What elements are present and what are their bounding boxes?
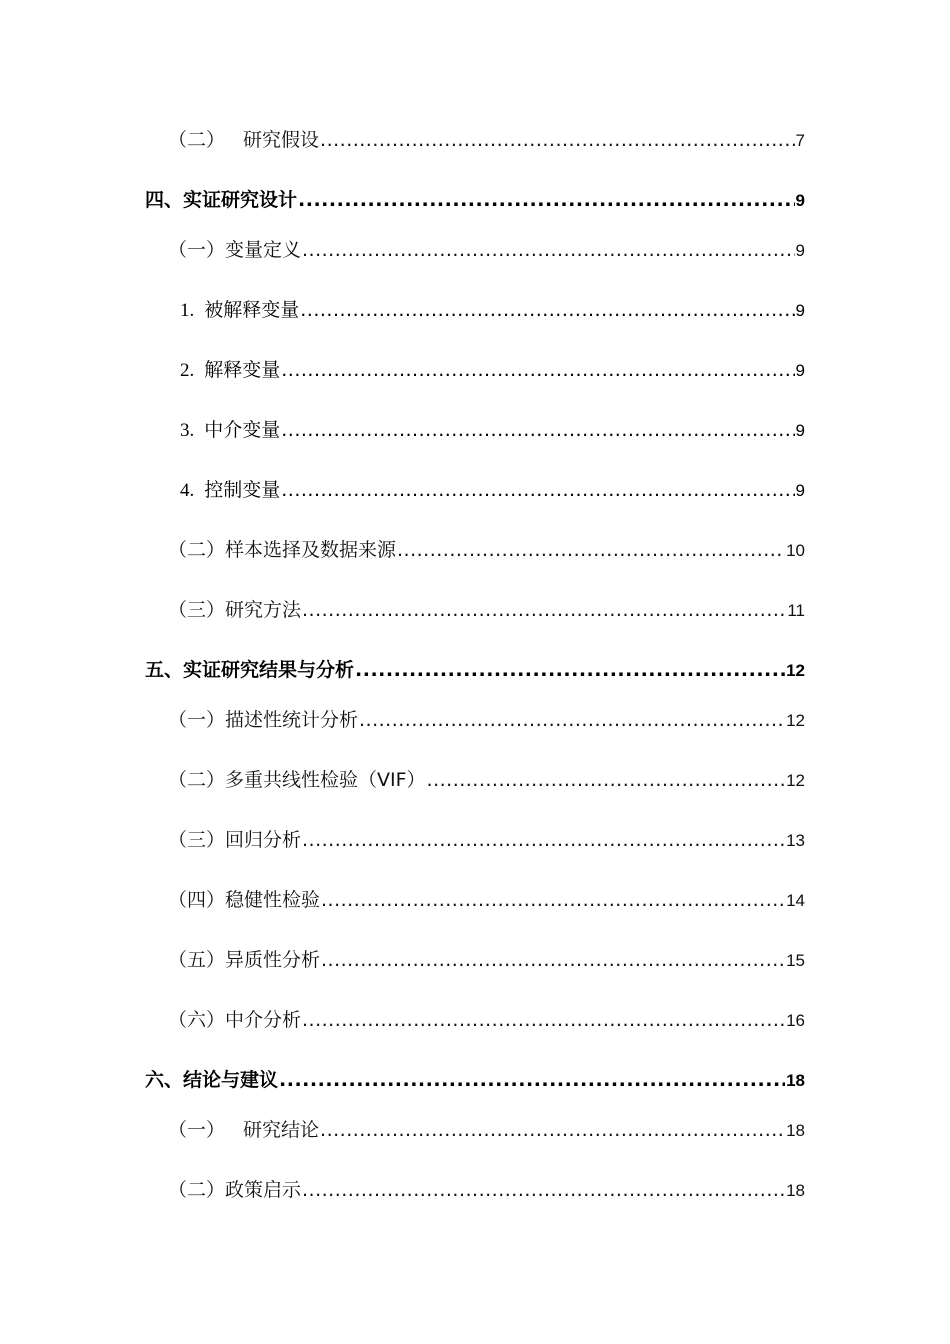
- toc-entry-label: （二）多重共线性检验（VIF）: [168, 769, 426, 791]
- toc-page-number: 18: [786, 1071, 805, 1090]
- toc-entry-dependent-variable[interactable]: [180, 297, 805, 323]
- toc-page-number: 9: [795, 421, 805, 440]
- toc-dot-leader: [321, 947, 785, 973]
- toc-dot-leader: [359, 707, 785, 733]
- toc-entry-robustness-test[interactable]: [168, 887, 805, 913]
- toc-dot-leader: [302, 827, 785, 853]
- toc-entry-label: （四）稳健性检验: [168, 889, 321, 911]
- toc-entry-label: （一） 研究结论: [168, 1119, 320, 1141]
- toc-page-number: 10: [786, 541, 805, 560]
- toc-page-number: 9: [795, 301, 805, 320]
- toc-entry-label: （六）中介分析: [168, 1009, 302, 1031]
- toc-entry-mediating-variable[interactable]: [180, 417, 805, 443]
- toc-entry-label: 五、实证研究结果与分析: [145, 659, 355, 681]
- toc-entry-label: （五）异质性分析: [168, 949, 321, 971]
- toc-entry-policy-implications[interactable]: [168, 1177, 805, 1203]
- toc-dot-leader: [298, 187, 795, 213]
- toc-dot-leader: [300, 297, 794, 323]
- toc-page-number: 12: [786, 661, 805, 680]
- toc-entry-section-6[interactable]: [145, 1067, 805, 1093]
- toc-dot-leader: [281, 417, 794, 443]
- toc-page-number: 16: [786, 1011, 805, 1030]
- toc-entry-multicollinearity-test[interactable]: [168, 767, 805, 793]
- toc-entry-variable-definition[interactable]: [168, 237, 805, 263]
- toc-entry-control-variable[interactable]: [180, 477, 805, 503]
- toc-entry-label: （二）样本选择及数据来源: [168, 539, 397, 561]
- toc-entry-label: 六、结论与建议: [145, 1069, 279, 1091]
- toc-entry-research-conclusions[interactable]: [168, 1117, 805, 1143]
- toc-page-number: 14: [786, 891, 805, 910]
- toc-entry-label: 3. 中介变量: [180, 419, 281, 441]
- toc-dot-leader: [397, 537, 785, 563]
- toc-entry-label: （一）变量定义: [168, 239, 302, 261]
- toc-page-number: 9: [795, 191, 805, 210]
- toc-entry-section-5[interactable]: [145, 657, 805, 683]
- toc-entry-explanatory-variable[interactable]: [180, 357, 805, 383]
- toc-dot-leader: [302, 597, 786, 623]
- toc-dot-leader: [281, 357, 794, 383]
- toc-entry-descriptive-statistics[interactable]: [168, 707, 805, 733]
- toc-dot-leader: [302, 237, 795, 263]
- toc-dot-leader: [321, 887, 785, 913]
- toc-entry-label: （二） 研究假设: [168, 129, 320, 151]
- toc-dot-leader: [355, 657, 785, 683]
- toc-page-number: 9: [795, 481, 805, 500]
- toc-entry-label: 四、实证研究设计: [145, 189, 298, 211]
- toc-entry-research-hypotheses[interactable]: [168, 127, 805, 153]
- toc-entry-section-4[interactable]: [145, 187, 805, 213]
- toc-dot-leader: [281, 477, 794, 503]
- toc-dot-leader: [302, 1007, 785, 1033]
- toc-entry-label: （一）描述性统计分析: [168, 709, 359, 731]
- toc-dot-leader: [320, 1117, 785, 1143]
- toc-entry-heterogeneity-analysis[interactable]: [168, 947, 805, 973]
- toc-entry-label: 2. 解释变量: [180, 359, 281, 381]
- toc-entry-mediation-analysis[interactable]: [168, 1007, 805, 1033]
- toc-page-number: 13: [786, 831, 805, 850]
- toc-dot-leader: [320, 127, 795, 153]
- toc-entry-label: （三）研究方法: [168, 599, 302, 621]
- toc-page-number: 18: [786, 1121, 805, 1140]
- toc-page-number: 12: [786, 771, 805, 790]
- toc-page-number: 18: [786, 1181, 805, 1200]
- toc-page-number: 7: [795, 131, 805, 150]
- toc-page-number: 9: [795, 241, 805, 260]
- toc-entry-label: （二）政策启示: [168, 1179, 302, 1201]
- toc-dot-leader: [279, 1067, 785, 1093]
- toc-page-number: 12: [786, 711, 805, 730]
- toc-entry-label: （三）回归分析: [168, 829, 302, 851]
- toc-entry-regression-analysis[interactable]: [168, 827, 805, 853]
- toc-entry-sample-selection[interactable]: [168, 537, 805, 563]
- toc-dot-leader: [427, 767, 786, 793]
- toc-dot-leader: [302, 1177, 785, 1203]
- toc-page-number: 15: [786, 951, 805, 970]
- toc-page-number: 9: [795, 361, 805, 380]
- toc-entry-label: 1. 被解释变量: [180, 299, 300, 321]
- toc-page-number: 11: [787, 601, 805, 620]
- toc-entry-label: 4. 控制变量: [180, 479, 281, 501]
- toc-entry-research-methods[interactable]: [168, 597, 805, 623]
